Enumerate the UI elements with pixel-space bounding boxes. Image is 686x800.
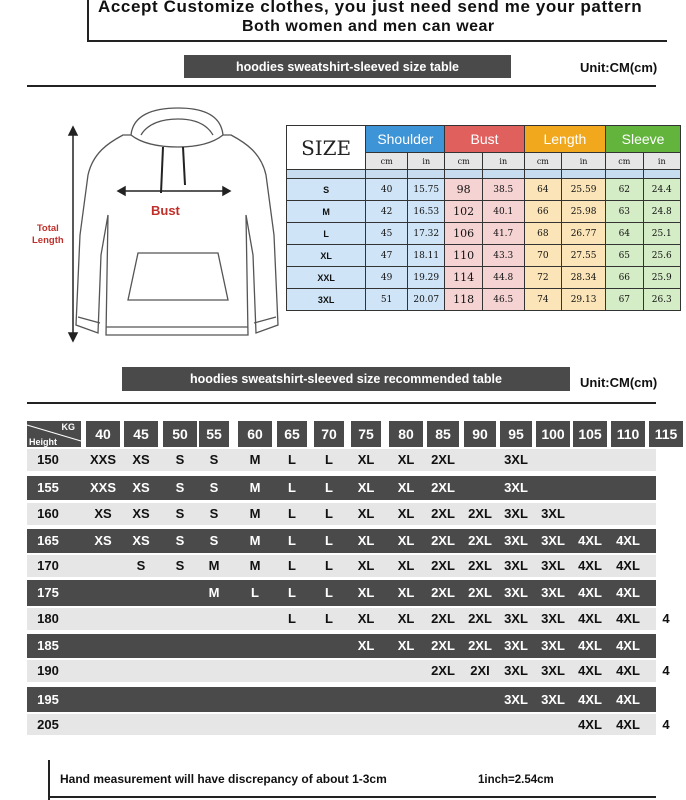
size-cell: S (136, 558, 146, 573)
size-value-cell: 102 (445, 201, 482, 223)
size-value-cell: 51 (366, 289, 408, 311)
size-cell: L (288, 506, 296, 521)
size-cell: 3XL (541, 638, 565, 653)
size-value-cell: 18.11 (408, 245, 445, 267)
size-cell: M (249, 533, 261, 548)
size-cell: XS (132, 452, 150, 467)
size-table-row (287, 289, 681, 311)
size-cell: XL (397, 533, 415, 548)
size-value-cell: 38.5 (482, 179, 524, 201)
size-name-cell: S (287, 179, 366, 201)
table-row (27, 608, 670, 630)
size-cell: 3XL (541, 611, 565, 626)
size-cell: S (175, 506, 185, 521)
size-value-cell: 70 (524, 245, 561, 267)
size-cell: S (209, 506, 219, 521)
size-cell: 3XL (504, 663, 528, 678)
spacer-cell (445, 170, 482, 179)
size-cell: 3XL (504, 506, 528, 521)
size-table-spacer-row (287, 170, 681, 179)
size-cell: 2XL (431, 558, 455, 573)
divider (27, 85, 656, 87)
size-value-cell: 29.13 (562, 289, 606, 311)
table-row (27, 503, 656, 525)
size-value-cell: 43.3 (482, 245, 524, 267)
size-value-cell: 67 (606, 289, 643, 311)
table-row (27, 555, 656, 577)
size-value-cell: 106 (445, 223, 482, 245)
kg-header-cell: 70 (314, 421, 344, 447)
size-cell: M (249, 452, 261, 467)
size-cell: L (288, 611, 296, 626)
size-cell: XL (357, 611, 375, 626)
size-cell: S (175, 452, 185, 467)
size-cell: L (288, 480, 296, 495)
table-row (27, 634, 670, 658)
size-value-cell: 17.32 (408, 223, 445, 245)
size-cell: 3XL (504, 452, 528, 467)
size-cell: 4 (662, 717, 670, 732)
size-cell: XS (132, 506, 150, 521)
size-value-cell: 118 (445, 289, 482, 311)
size-cell: 2XL (431, 506, 455, 521)
size-cell: 4XL (578, 692, 602, 707)
corner-height-label: Height (29, 437, 57, 447)
table-row (27, 529, 656, 553)
kg-header-cell: 95 (500, 421, 532, 447)
size-table-row (287, 245, 681, 267)
size-value-cell: 66 (606, 267, 643, 289)
size-table (286, 125, 672, 311)
size-cell: 2XI (470, 663, 490, 678)
size-value-cell: 26.3 (643, 289, 681, 311)
header-line-1: Accept Customize clothes, you just need send me your pattern (98, 0, 643, 16)
size-value-cell: 62 (606, 179, 643, 201)
size-cell: 4 (662, 611, 670, 626)
size-cell: 4XL (578, 717, 602, 732)
size-cell: 3XL (541, 533, 565, 548)
kg-header-cell: 110 (611, 421, 645, 447)
height-cell: 160 (37, 506, 59, 521)
size-cell: S (175, 533, 185, 548)
table-row (27, 714, 670, 735)
size-cell: XL (357, 452, 375, 467)
size-cell: 4XL (578, 558, 602, 573)
table-row (27, 580, 670, 606)
size-cell: 2XL (431, 452, 455, 467)
column-header-shoulder: Shoulder (366, 126, 445, 153)
size-cell: 3XL (541, 692, 565, 707)
size-cell: S (209, 480, 219, 495)
size-cell: L (325, 585, 333, 600)
size-value-cell: 66 (524, 201, 561, 223)
size-cell: 4XL (616, 558, 640, 573)
size-cell: 3XL (504, 558, 528, 573)
size-value-cell: 25.59 (562, 179, 606, 201)
spacer-cell (482, 170, 524, 179)
size-cell: 2XL (468, 638, 492, 653)
size-table-header-row (287, 126, 681, 153)
size-table-row (287, 223, 681, 245)
size-value-cell: 74 (524, 289, 561, 311)
size-cell: 2XL (468, 585, 492, 600)
kg-header-cell: 75 (351, 421, 381, 447)
unit-label-cell: in (408, 153, 445, 170)
size-value-cell: 98 (445, 179, 482, 201)
size-cell: XL (397, 558, 415, 573)
size-table-unit: Unit:CM(cm) (580, 60, 658, 75)
size-table-title: hoodies sweatshirt-sleeved size table (184, 55, 511, 78)
size-cell: 4XL (578, 585, 602, 600)
kg-header-cell: 45 (124, 421, 158, 447)
size-table-row (287, 179, 681, 201)
spacer-cell (408, 170, 445, 179)
size-cell: 4 (662, 585, 670, 600)
size-cell: 2XL (468, 611, 492, 626)
size-cell: S (175, 558, 185, 573)
size-cell: S (209, 452, 219, 467)
height-cell: 195 (37, 692, 59, 707)
size-cell: XL (397, 452, 415, 467)
size-value-cell: 19.29 (408, 267, 445, 289)
footer-frame-bottom (48, 796, 656, 798)
size-cell: XL (397, 638, 415, 653)
size-cell: XS (94, 506, 112, 521)
size-cell: XL (357, 638, 375, 653)
size-cell: L (288, 585, 296, 600)
corner-header-cell (27, 421, 81, 447)
height-cell: 205 (37, 717, 59, 732)
recommend-table-title: hoodies sweatshirt-sleeved size recommended table (122, 367, 570, 391)
size-cell: 3XL (541, 558, 565, 573)
size-cell: 4XL (616, 585, 640, 600)
height-cell: 180 (37, 611, 59, 626)
size-table-grid (286, 125, 681, 311)
size-cell: 4XL (616, 638, 640, 653)
table-row (27, 449, 656, 471)
kg-header-cell: 65 (277, 421, 307, 447)
size-value-cell: 44.8 (482, 267, 524, 289)
size-value-cell: 40 (366, 179, 408, 201)
kg-header-cell: 55 (199, 421, 229, 447)
size-cell: 2XL (431, 638, 455, 653)
size-cell: 4XL (578, 663, 602, 678)
height-cell: 165 (37, 533, 59, 548)
size-cell: 2XL (468, 506, 492, 521)
table-row (27, 476, 656, 500)
size-cell: S (175, 480, 185, 495)
size-cell: XXS (89, 480, 116, 495)
size-cell: L (325, 480, 333, 495)
size-value-cell: 40.1 (482, 201, 524, 223)
kg-header-cell: 105 (573, 421, 607, 447)
header-line-2: Both women and men can wear (242, 18, 495, 35)
spacer-cell (643, 170, 681, 179)
divider (27, 402, 656, 404)
size-cell: 2XL (431, 533, 455, 548)
size-cell: 3XL (541, 506, 565, 521)
unit-label-cell: in (562, 153, 606, 170)
size-value-cell: 25.98 (562, 201, 606, 223)
size-value-cell: 114 (445, 267, 482, 289)
size-cell: 2XL (468, 558, 492, 573)
spacer-cell (562, 170, 606, 179)
size-value-cell: 20.07 (408, 289, 445, 311)
size-value-cell: 28.34 (562, 267, 606, 289)
size-name-cell: XL (287, 245, 366, 267)
size-cell: L (325, 611, 333, 626)
size-cell: XL (397, 585, 415, 600)
size-value-cell: 42 (366, 201, 408, 223)
size-value-cell: 25.6 (643, 245, 681, 267)
height-cell: 170 (37, 558, 59, 573)
size-cell: 2XL (431, 480, 455, 495)
size-cell: XS (94, 533, 112, 548)
size-cell: 3XL (504, 480, 528, 495)
height-cell: 150 (37, 452, 59, 467)
size-cell: 3XL (504, 611, 528, 626)
size-cell: XXS (89, 452, 116, 467)
table-row (27, 687, 670, 712)
kg-header-cell: 80 (389, 421, 423, 447)
unit-label-cell: in (643, 153, 681, 170)
spacer-cell (524, 170, 561, 179)
size-value-cell: 24.4 (643, 179, 681, 201)
size-cell: 4XL (616, 663, 640, 678)
size-value-cell: 26.77 (562, 223, 606, 245)
size-value-cell: 65 (606, 245, 643, 267)
bust-label: Bust (151, 203, 180, 218)
size-cell: 2XL (431, 611, 455, 626)
size-cell: 3XL (504, 585, 528, 600)
footer-conversion: 1inch=2.54cm (478, 774, 554, 786)
kg-header-cell: 85 (427, 421, 459, 447)
size-cell: XL (357, 533, 375, 548)
hoodie-illustration (28, 105, 283, 345)
size-cell: L (288, 452, 296, 467)
size-cell: 4 (662, 692, 670, 707)
size-cell: M (208, 558, 220, 573)
size-cell: 3XL (504, 533, 528, 548)
size-cell: 4 (662, 638, 670, 653)
size-cell: 4XL (578, 611, 602, 626)
size-cell: 3XL (541, 663, 565, 678)
spacer-cell (287, 170, 366, 179)
height-cell: 155 (37, 480, 59, 495)
size-value-cell: 45 (366, 223, 408, 245)
size-value-cell: 16.53 (408, 201, 445, 223)
size-cell: L (251, 585, 259, 600)
size-cell: 4XL (578, 638, 602, 653)
size-value-cell: 68 (524, 223, 561, 245)
size-cell: S (209, 533, 219, 548)
size-cell: XL (397, 480, 415, 495)
size-value-cell: 25.1 (643, 223, 681, 245)
size-name-cell: M (287, 201, 366, 223)
size-cell: M (208, 585, 220, 600)
kg-header-cell: 60 (238, 421, 272, 447)
size-cell: 4XL (616, 533, 640, 548)
size-cell: 4 (662, 663, 670, 678)
size-value-cell: 72 (524, 267, 561, 289)
size-table-row (287, 201, 681, 223)
size-name-cell: XXL (287, 267, 366, 289)
size-value-cell: 47 (366, 245, 408, 267)
size-cell: 3XL (541, 585, 565, 600)
size-header-cell: SIZE (287, 126, 366, 170)
kg-header-cell: 90 (464, 421, 496, 447)
size-cell: XS (132, 480, 150, 495)
size-cell: XL (397, 506, 415, 521)
column-header-length: Length (524, 126, 605, 153)
size-cell: 2XL (431, 663, 455, 678)
size-cell: L (325, 533, 333, 548)
height-cell: 190 (37, 663, 59, 678)
size-cell: M (249, 558, 261, 573)
size-cell: 4XL (616, 611, 640, 626)
size-cell: XS (132, 533, 150, 548)
kg-header-cell: 100 (536, 421, 570, 447)
size-cell: L (288, 558, 296, 573)
size-value-cell: 46.5 (482, 289, 524, 311)
kg-header-cell: 115 (649, 421, 683, 447)
kg-header-cell: 40 (86, 421, 120, 447)
size-cell: XL (357, 506, 375, 521)
size-name-cell: 3XL (287, 289, 366, 311)
size-value-cell: 15.75 (408, 179, 445, 201)
size-cell: M (249, 480, 261, 495)
corner-kg-label: KG (61, 422, 75, 432)
size-cell: L (325, 506, 333, 521)
size-table-row (287, 267, 681, 289)
unit-label-cell: cm (366, 153, 408, 170)
size-cell: 3XL (504, 692, 528, 707)
spacer-cell (366, 170, 408, 179)
size-cell: XL (357, 558, 375, 573)
hoodie-diagram (28, 105, 283, 345)
column-header-sleeve: Sleeve (606, 126, 681, 153)
size-value-cell: 27.55 (562, 245, 606, 267)
height-cell: 185 (37, 638, 59, 653)
size-value-cell: 64 (524, 179, 561, 201)
unit-label-cell: cm (524, 153, 561, 170)
size-value-cell: 41.7 (482, 223, 524, 245)
height-cell: 175 (37, 585, 59, 600)
spacer-cell (606, 170, 643, 179)
size-cell: 4XL (616, 692, 640, 707)
unit-label-cell: cm (606, 153, 643, 170)
recommend-table (27, 421, 678, 737)
footer-frame (48, 760, 50, 800)
unit-label-cell: in (482, 153, 524, 170)
size-cell: L (325, 452, 333, 467)
size-value-cell: 25.9 (643, 267, 681, 289)
table-row (27, 660, 670, 682)
size-cell: L (325, 558, 333, 573)
kg-header-cell: 50 (163, 421, 197, 447)
size-cell: 3XL (504, 638, 528, 653)
size-value-cell: 110 (445, 245, 482, 267)
footer-note: Hand measurement will have discrepancy of about 1-3cm (60, 772, 387, 786)
unit-label-cell: cm (445, 153, 482, 170)
size-cell: XL (357, 480, 375, 495)
size-cell: 2XL (468, 533, 492, 548)
size-value-cell: 24.8 (643, 201, 681, 223)
size-value-cell: 64 (606, 223, 643, 245)
total-length-label: Total Length (32, 223, 64, 246)
size-name-cell: L (287, 223, 366, 245)
size-cell: M (249, 506, 261, 521)
size-value-cell: 49 (366, 267, 408, 289)
size-cell: L (288, 533, 296, 548)
recommend-table-unit: Unit:CM(cm) (580, 375, 658, 390)
size-value-cell: 63 (606, 201, 643, 223)
size-cell: XL (357, 585, 375, 600)
column-header-bust: Bust (445, 126, 524, 153)
size-cell: 2XL (431, 585, 455, 600)
size-cell: XL (397, 611, 415, 626)
size-cell: 4XL (578, 533, 602, 548)
size-cell: 4XL (616, 717, 640, 732)
